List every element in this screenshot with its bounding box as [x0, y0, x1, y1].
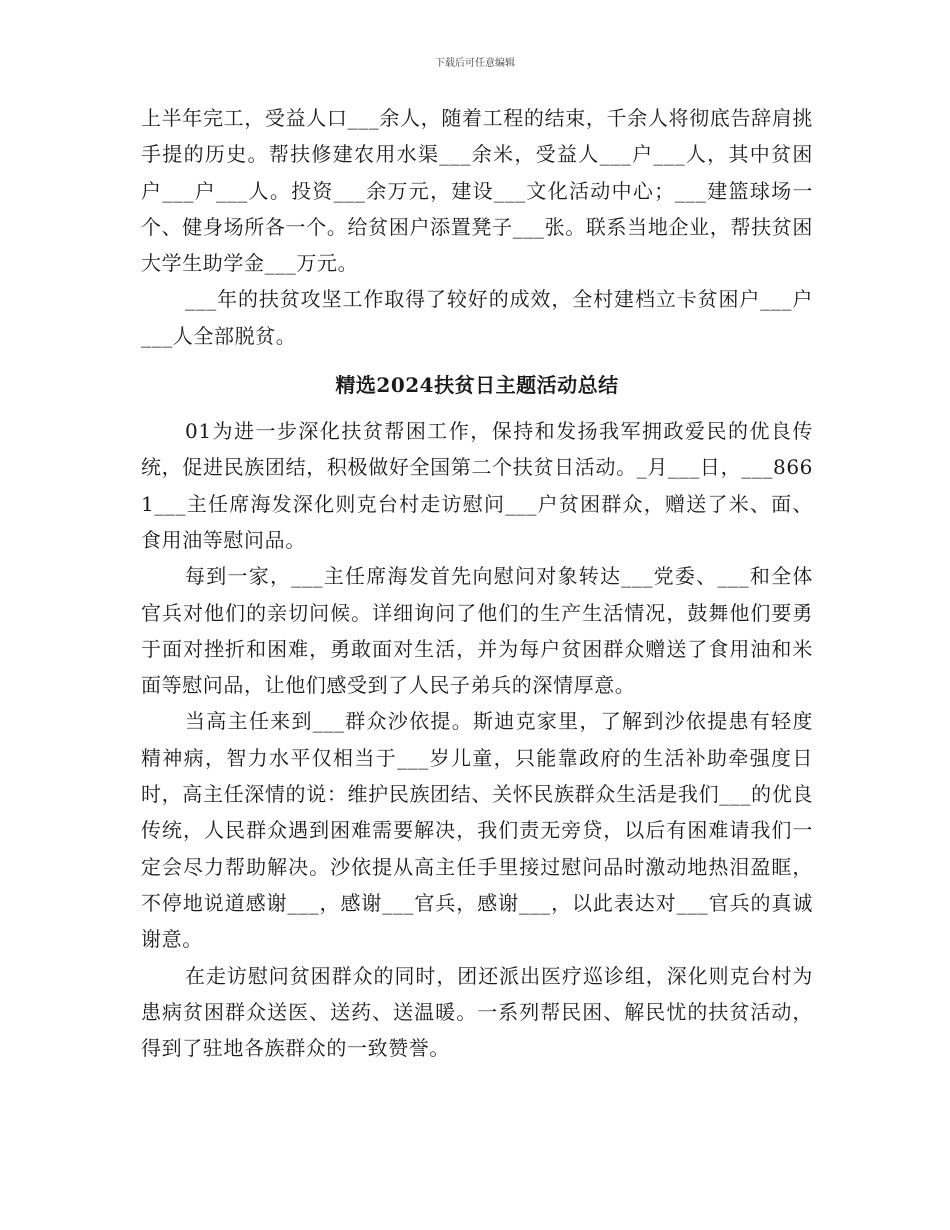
section-paragraph-3: 当高主任来到___群众沙依提。斯迪克家里，了解到沙依提患有轻度精神病，智力水平仅相当于___岁儿童，只能靠政府的生活补助牵强度日时，高主任深情的说：维护民族团结、关怀民族群众生活是我们___的优良传统，人民群众遇到困难需要解决，我们责无旁贷，以后有困难请我们一定会尽力帮助解决。沙依提从高主任手里接过慰问品时激动地热泪盈眶，不停地说道感谢___，感谢___官兵，感谢___，以此表达对___官兵的真诚谢意。 — [141, 709, 813, 952]
continued-paragraph-1: 上半年完工，受益人口___余人，随着工程的结束，千余人将彻底告辞肩挑手提的历史。帮扶修建农用水渠___余米，受益人___户___人，其中贫困户___户___人。投资___余万元，建设___文化活动中心；___建篮球场一个、健身场所各一个。给贫困户添置凳子___张。联系当地企业，帮扶贫困大学生助学金___万元。 — [141, 106, 813, 276]
section-paragraph-4: 在走访慰问贫困群众的同时，团还派出医疗巡诊组，深化则克台村为患病贫困群众送医、送药、送温暖。一系列帮民困、解民忧的扶贫活动，得到了驻地各族群众的一致赞誉。 — [141, 963, 813, 1061]
page-header-note: 下载后可任意编辑 — [435, 58, 515, 69]
section-paragraph-1: 01为进一步深化扶贫帮困工作，保持和发扬我军拥政爱民的优良传统，促进民族团结，积极做好全国第二个扶贫日活动。_月___日，___8661___主任席海发深化则克台村走访慰问___户贫困群众，赠送了米、面、食用油等慰问品。 — [141, 419, 813, 552]
section-title: 精选2024扶贫日主题活动总结 — [335, 373, 619, 398]
document-body — [141, 100, 813, 1066]
continued-paragraph-2: ___年的扶贫攻坚工作取得了较好的成效，全村建档立卡贫困户___户___人全部脱贫。 — [141, 287, 813, 348]
section-paragraph-2: 每到一家，___主任席海发首先向慰问对象转达___党委、___和全体官兵对他们的亲切问候。详细询问了他们的生产生活情况，鼓舞他们要勇于面对挫折和困难，勇敢面对生活，并为每户贫困群众赠送了食用油和米面等慰问品，让他们感受到了人民子弟兵的深情厚意。 — [141, 564, 813, 698]
